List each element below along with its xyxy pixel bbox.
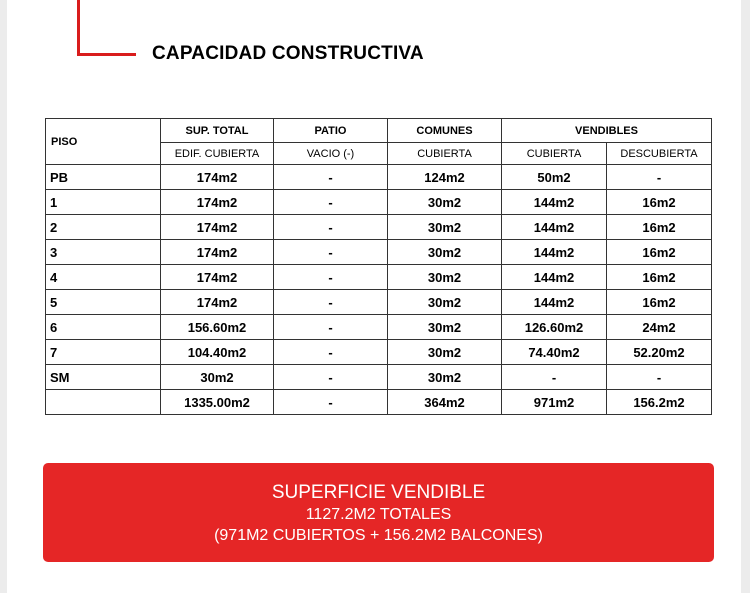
banner-total: 1127.2M2 TOTALES — [305, 506, 452, 523]
cell-piso: 2 — [46, 215, 161, 240]
table-row — [46, 265, 712, 290]
cell-sup-total: 174m2 — [161, 165, 274, 190]
banner-breakdown: (971M2 CUBIERTOS + 156.2M2 BALCONES) — [214, 527, 543, 544]
cell-vend-descubierta: - — [607, 165, 712, 190]
cell-vend-cubierta: 144m2 — [502, 215, 607, 240]
table-row — [46, 365, 712, 390]
cell-piso: 5 — [46, 290, 161, 315]
cell-patio: - — [274, 340, 388, 365]
cell-vend-cubierta: 144m2 — [502, 190, 607, 215]
cell-vend-descubierta: 16m2 — [607, 265, 712, 290]
cell-vend-cubierta: 144m2 — [502, 290, 607, 315]
table-header-row — [46, 119, 712, 143]
cell-comunes: 30m2 — [388, 265, 502, 290]
right-page-edge — [741, 0, 750, 593]
cell-piso: 7 — [46, 340, 161, 365]
total-comunes: 364m2 — [388, 390, 502, 415]
cell-comunes: 30m2 — [388, 190, 502, 215]
table-row — [46, 215, 712, 240]
cell-comunes: 124m2 — [388, 165, 502, 190]
cell-vend-cubierta: 126.60m2 — [502, 315, 607, 340]
cell-patio: - — [274, 190, 388, 215]
cell-piso: 6 — [46, 315, 161, 340]
cell-piso: 3 — [46, 240, 161, 265]
subheader-vendibles-cubierta: CUBIERTA — [502, 143, 607, 165]
cell-vend-descubierta: 16m2 — [607, 215, 712, 240]
table-row — [46, 290, 712, 315]
total-vend-cubierta: 971m2 — [502, 390, 607, 415]
sellable-area-banner — [43, 463, 714, 562]
cell-comunes: 30m2 — [388, 240, 502, 265]
cell-patio: - — [274, 290, 388, 315]
cell-patio: - — [274, 165, 388, 190]
cell-vend-cubierta: 144m2 — [502, 265, 607, 290]
cell-sup-total: 174m2 — [161, 215, 274, 240]
cell-comunes: 30m2 — [388, 340, 502, 365]
header-vendibles: VENDIBLES — [502, 119, 712, 143]
cell-comunes: 30m2 — [388, 215, 502, 240]
table-row — [46, 190, 712, 215]
subheader-vacio: VACIO (-) — [274, 143, 388, 165]
table-row — [46, 340, 712, 365]
capacity-table — [45, 118, 712, 415]
cell-vend-descubierta: 16m2 — [607, 240, 712, 265]
table-row — [46, 240, 712, 265]
cell-comunes: 30m2 — [388, 290, 502, 315]
cell-patio: - — [274, 265, 388, 290]
cell-piso — [46, 390, 161, 415]
total-sup-total: 1335.00m2 — [161, 390, 274, 415]
subheader-comunes-cubierta: CUBIERTA — [388, 143, 502, 165]
cell-piso: 1 — [46, 190, 161, 215]
cell-patio: - — [274, 215, 388, 240]
cell-piso: 4 — [46, 265, 161, 290]
page-title: CAPACIDAD CONSTRUCTIVA — [152, 43, 424, 64]
cell-vend-cubierta: 50m2 — [502, 165, 607, 190]
cell-vend-cubierta: 144m2 — [502, 240, 607, 265]
cell-piso: SM — [46, 365, 161, 390]
cell-vend-descubierta: 52.20m2 — [607, 340, 712, 365]
cell-vend-descubierta: 24m2 — [607, 315, 712, 340]
cell-comunes: 30m2 — [388, 365, 502, 390]
cell-piso: PB — [46, 165, 161, 190]
red-bracket-horizontal — [77, 53, 136, 56]
subheader-edif-cubierta: EDIF. CUBIERTA — [161, 143, 274, 165]
total-vend-descubierta: 156.2m2 — [607, 390, 712, 415]
cell-vend-descubierta: - — [607, 365, 712, 390]
header-patio: PATIO — [274, 119, 388, 143]
cell-sup-total: 156.60m2 — [161, 315, 274, 340]
left-page-edge — [0, 0, 7, 593]
cell-vend-descubierta: 16m2 — [607, 290, 712, 315]
cell-sup-total: 174m2 — [161, 240, 274, 265]
table-totals-row — [46, 390, 712, 415]
cell-vend-descubierta: 16m2 — [607, 190, 712, 215]
cell-sup-total: 174m2 — [161, 265, 274, 290]
cell-patio: - — [274, 240, 388, 265]
cell-vend-cubierta: 74.40m2 — [502, 340, 607, 365]
cell-vend-cubierta: - — [502, 365, 607, 390]
red-bracket-vertical — [77, 0, 80, 56]
cell-sup-total: 30m2 — [161, 365, 274, 390]
cell-sup-total: 104.40m2 — [161, 340, 274, 365]
total-patio: - — [274, 390, 388, 415]
cell-comunes: 30m2 — [388, 315, 502, 340]
subheader-vendibles-descubierta: DESCUBIERTA — [607, 143, 712, 165]
table-row — [46, 315, 712, 340]
cell-patio: - — [274, 315, 388, 340]
cell-sup-total: 174m2 — [161, 190, 274, 215]
cell-sup-total: 174m2 — [161, 290, 274, 315]
cell-patio: - — [274, 365, 388, 390]
header-comunes: COMUNES — [388, 119, 502, 143]
header-sup-total: SUP. TOTAL — [161, 119, 274, 143]
header-piso: PISO — [46, 119, 161, 165]
table-row — [46, 165, 712, 190]
banner-heading: SUPERFICIE VENDIBLE — [271, 482, 486, 503]
